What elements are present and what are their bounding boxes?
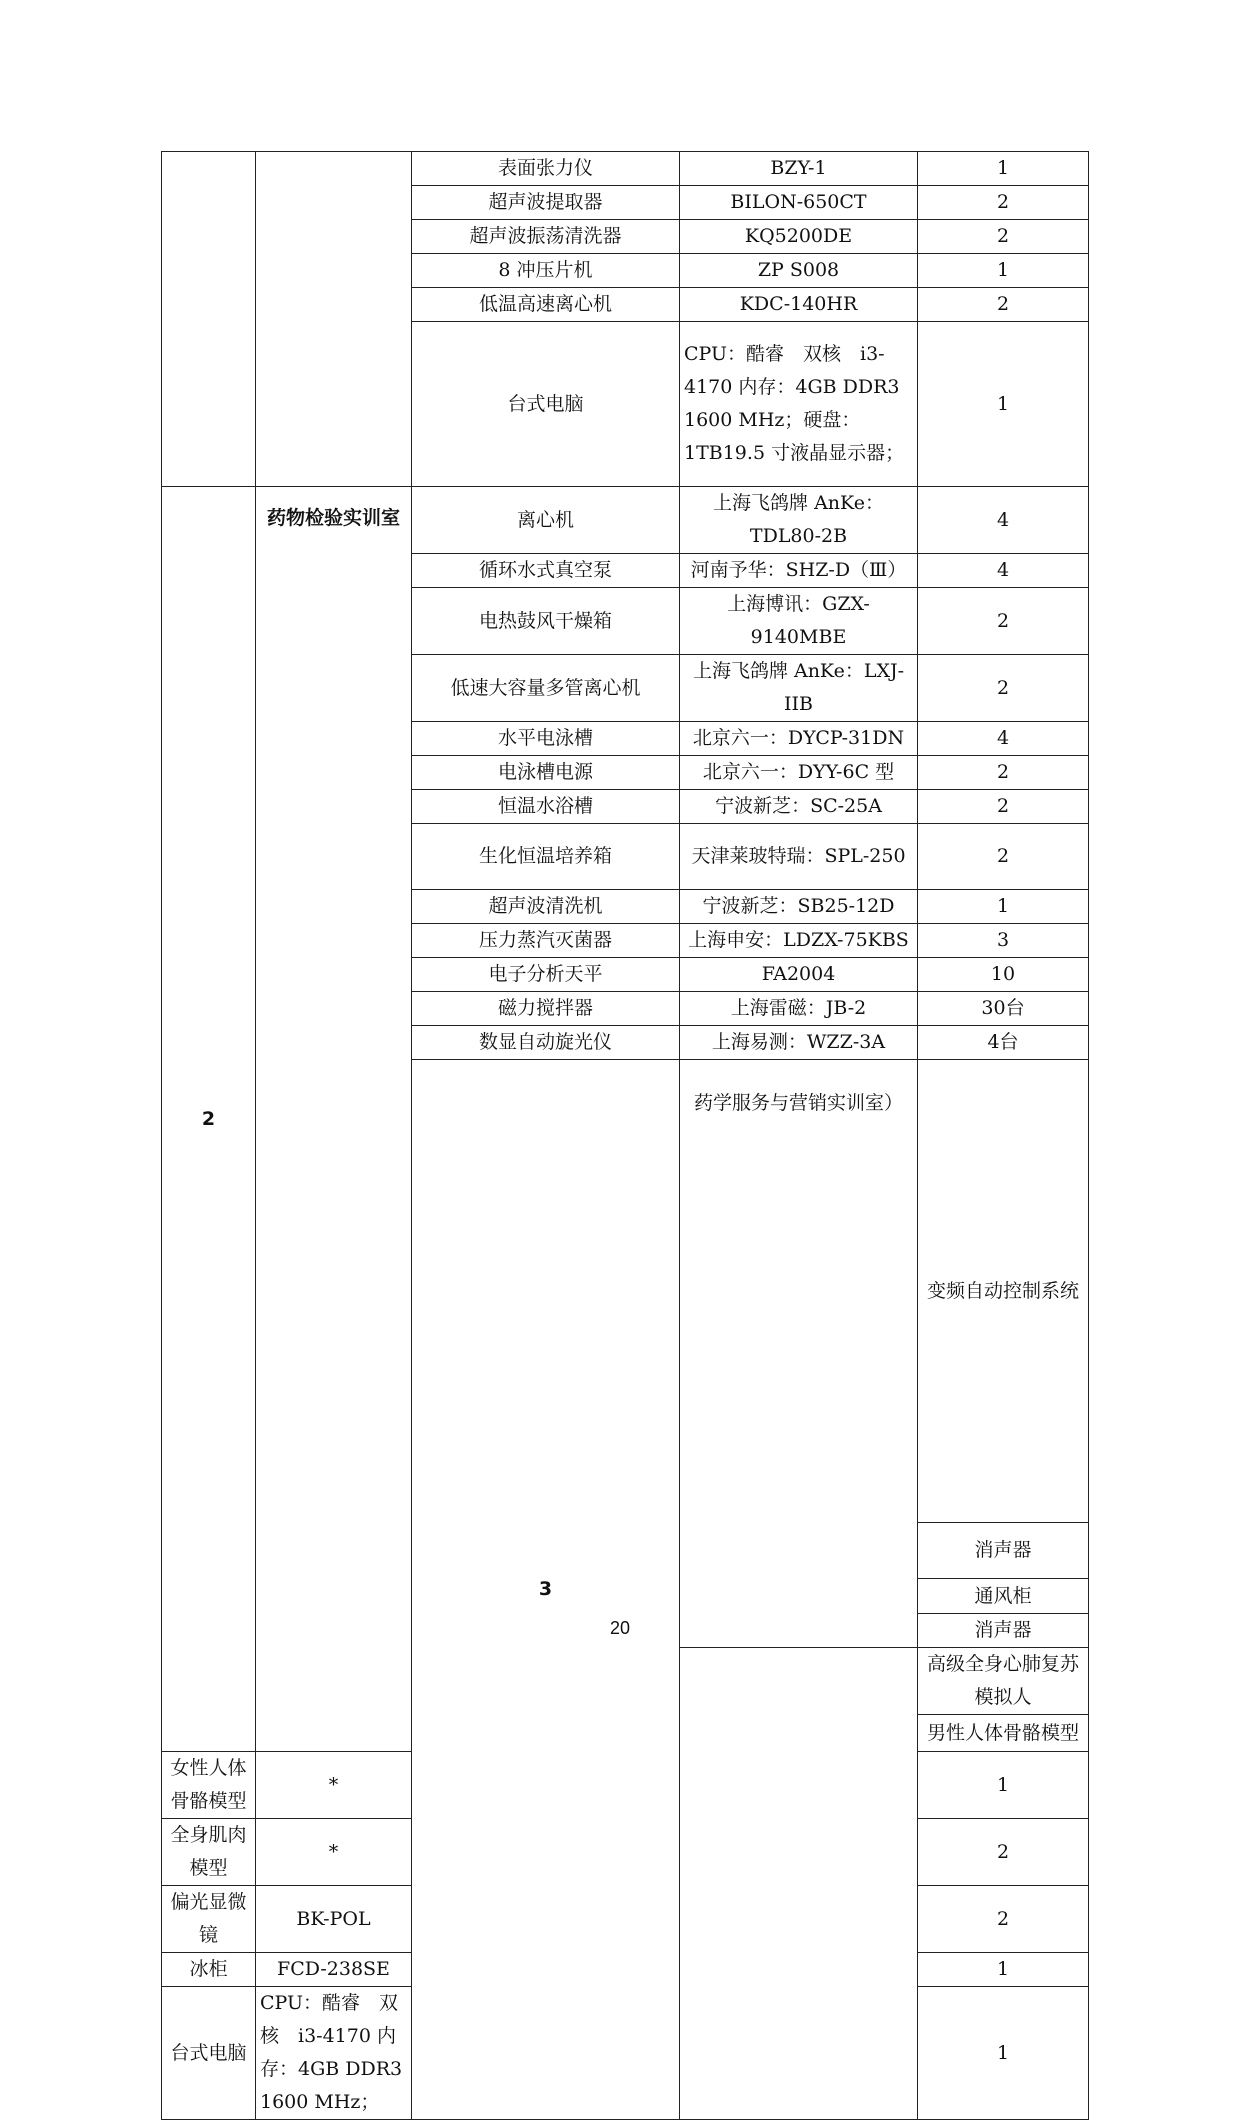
table-row — [162, 487, 1089, 554]
equipment-name: 男性人体骨骼模型 — [918, 1715, 1089, 1752]
equipment-quantity: 2 — [918, 1886, 1089, 1953]
equipment-quantity: 4台 — [918, 1026, 1089, 1060]
equipment-name: 消声器 — [918, 1614, 1089, 1648]
equipment-model: FA2004 — [680, 958, 918, 992]
equipment-name: 变频自动控制系统 — [918, 1060, 1089, 1523]
page-number: 20 — [609, 1618, 631, 1638]
equipment-quantity: 1 — [918, 1953, 1089, 1987]
equipment-model: CPU：酷睿 双核 i3-4170 内存：4GB DDR3 1600 MHz；硬盘：1TB19.5 寸液晶显示器； — [680, 322, 918, 487]
table-row — [162, 152, 1089, 186]
equipment-quantity: 2 — [918, 186, 1089, 220]
equipment-name: 通风柜 — [918, 1579, 1089, 1614]
equipment-name: 水平电泳槽 — [412, 722, 680, 756]
equipment-name: 磁力搅拌器 — [412, 992, 680, 1026]
equipment-quantity: 1 — [918, 1752, 1089, 1819]
room-name-cell — [256, 152, 412, 487]
equipment-name: 偏光显微镜 — [162, 1886, 256, 1953]
group-number: 2 — [162, 487, 256, 1752]
equipment-name: 循环水式真空泵 — [412, 554, 680, 588]
equipment-model: CPU：酷睿 双核 i3-4170 内存：4GB DDR3 1600 MHz； — [256, 1987, 412, 2120]
equipment-model: KQ5200DE — [680, 220, 918, 254]
equipment-name: 低温高速离心机 — [412, 288, 680, 322]
equipment-model: 宁波新芝：SC-25A — [680, 790, 918, 824]
equipment-name: 高级全身心肺复苏模拟人 — [918, 1648, 1089, 1715]
equipment-model: 上海博讯：GZX-9140MBE — [680, 588, 918, 655]
equipment-quantity: 1 — [918, 890, 1089, 924]
equipment-name: 电热鼓风干燥箱 — [412, 588, 680, 655]
room-name — [256, 487, 412, 1752]
equipment-name: 超声波振荡清洗器 — [412, 220, 680, 254]
equipment-quantity: 2 — [918, 655, 1089, 722]
equipment-quantity: 30台 — [918, 992, 1089, 1026]
equipment-name: 台式电脑 — [412, 322, 680, 487]
room-name-label: 药物检验实训室 — [266, 507, 400, 529]
room-name-label: 药学服务与营销实训室） — [693, 1092, 903, 1114]
room-name — [680, 1060, 918, 1648]
equipment-table — [161, 151, 1089, 2120]
equipment-name: 表面张力仪 — [412, 152, 680, 186]
equipment-name: 全身肌肉模型 — [162, 1819, 256, 1886]
equipment-model: 上海飞鸽牌 AnKe：TDL80-2B — [680, 487, 918, 554]
group-number-cell — [162, 152, 256, 487]
equipment-quantity: 2 — [918, 756, 1089, 790]
equipment-quantity: 2 — [918, 1819, 1089, 1886]
equipment-name: 超声波清洗机 — [412, 890, 680, 924]
equipment-model: BK-POL — [256, 1886, 412, 1953]
equipment-name: 电子分析天平 — [412, 958, 680, 992]
equipment-model: * — [256, 1752, 412, 1819]
equipment-name: 女性人体骨骼模型 — [162, 1752, 256, 1819]
equipment-quantity: 2 — [918, 288, 1089, 322]
equipment-name: 电泳槽电源 — [412, 756, 680, 790]
equipment-quantity: 3 — [918, 924, 1089, 958]
equipment-model: KDC-140HR — [680, 288, 918, 322]
equipment-quantity: 1 — [918, 1987, 1089, 2120]
equipment-name: 消声器 — [918, 1523, 1089, 1579]
room-name-cell — [680, 1648, 918, 2120]
equipment-name: 台式电脑 — [162, 1987, 256, 2120]
equipment-quantity: 1 — [918, 254, 1089, 288]
equipment-model: 天津莱玻特瑞：SPL-250 — [680, 824, 918, 890]
equipment-name: 离心机 — [412, 487, 680, 554]
equipment-model: 河南予华：SHZ-D（Ⅲ） — [680, 554, 918, 588]
equipment-model: 上海申安：LDZX-75KBS — [680, 924, 918, 958]
equipment-quantity: 4 — [918, 722, 1089, 756]
equipment-name: 8 冲压片机 — [412, 254, 680, 288]
equipment-quantity: 2 — [918, 220, 1089, 254]
equipment-quantity: 10 — [918, 958, 1089, 992]
equipment-quantity: 4 — [918, 554, 1089, 588]
equipment-model: 北京六一：DYCP-31DN — [680, 722, 918, 756]
equipment-name: 冰柜 — [162, 1953, 256, 1987]
equipment-name: 数显自动旋光仪 — [412, 1026, 680, 1060]
equipment-model: BILON-650CT — [680, 186, 918, 220]
equipment-name: 低速大容量多管离心机 — [412, 655, 680, 722]
equipment-name: 超声波提取器 — [412, 186, 680, 220]
equipment-model: 宁波新芝：SB25-12D — [680, 890, 918, 924]
group-number: 3 — [412, 1060, 680, 2120]
equipment-model: BZY-1 — [680, 152, 918, 186]
equipment-quantity: 1 — [918, 152, 1089, 186]
equipment-name: 生化恒温培养箱 — [412, 824, 680, 890]
equipment-model: 上海飞鸽牌 AnKe：LXJ-IIB — [680, 655, 918, 722]
equipment-quantity: 2 — [918, 588, 1089, 655]
equipment-model: 北京六一：DYY-6C 型 — [680, 756, 918, 790]
equipment-quantity: 2 — [918, 790, 1089, 824]
equipment-model: 上海易测：WZZ-3A — [680, 1026, 918, 1060]
equipment-quantity: 1 — [918, 322, 1089, 487]
equipment-model: FCD-238SE — [256, 1953, 412, 1987]
equipment-name: 压力蒸汽灭菌器 — [412, 924, 680, 958]
equipment-quantity: 2 — [918, 824, 1089, 890]
equipment-name: 恒温水浴槽 — [412, 790, 680, 824]
equipment-quantity: 4 — [918, 487, 1089, 554]
equipment-model: ZP S008 — [680, 254, 918, 288]
equipment-model: 上海雷磁：JB-2 — [680, 992, 918, 1026]
equipment-model: * — [256, 1819, 412, 1886]
